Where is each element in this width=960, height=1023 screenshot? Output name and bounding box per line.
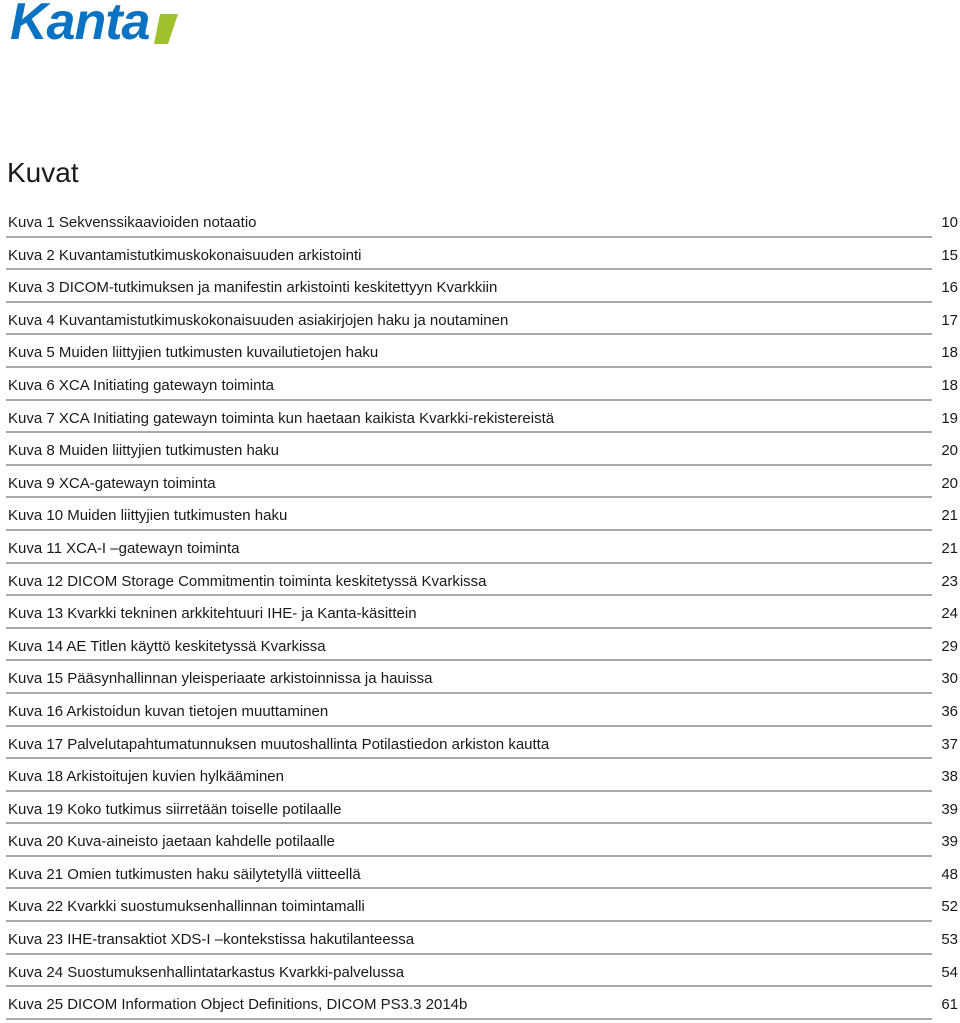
kanta-logo	[6, 0, 186, 50]
toc-entry-divider	[6, 399, 932, 401]
toc-entry-label[interactable]: Kuva 23 IHE-transaktiot XDS-I –kontekstissa hakutilanteessa	[8, 931, 415, 949]
toc-entry-label[interactable]: Kuva 7 XCA Initiating gatewayn toiminta kun haetaan kaikista Kvarkki-rekistereistä	[8, 409, 555, 427]
toc-entry[interactable]	[0, 206, 960, 239]
toc-entry-divider	[6, 431, 932, 433]
toc-entry-page-number[interactable]: 15	[941, 246, 958, 264]
toc-entry[interactable]	[0, 402, 960, 435]
toc-entry-label[interactable]: Kuva 4 Kuvantamistutkimuskokonaisuuden asiakirjojen haku ja noutaminen	[8, 311, 509, 329]
toc-entry-divider	[6, 594, 932, 596]
toc-entry-divider	[6, 953, 932, 955]
toc-entry-page-number[interactable]: 10	[941, 214, 958, 231]
toc-entry-divider	[6, 301, 932, 303]
toc-entry-page-number[interactable]: 18	[941, 376, 958, 394]
toc-entry-page-number[interactable]: 21	[941, 539, 958, 557]
toc-entry-page-number[interactable]: 21	[941, 507, 958, 525]
toc-entry[interactable]	[0, 825, 960, 858]
toc-entry-divider	[6, 1018, 932, 1020]
toc-entry-divider	[6, 333, 932, 335]
toc-entry-page-number[interactable]: 23	[941, 572, 958, 590]
toc-entry-label[interactable]: Kuva 17 Palvelutapahtumatunnuksen muutoshallinta Potilastiedon arkiston kautta	[8, 735, 550, 753]
toc-entry-divider	[6, 659, 932, 661]
toc-entry[interactable]	[0, 956, 960, 989]
toc-entry-page-number[interactable]: 20	[941, 442, 958, 460]
toc-entry-page-number[interactable]: 54	[941, 963, 958, 981]
toc-entry-label[interactable]: Kuva 9 XCA-gatewayn toiminta	[8, 474, 216, 492]
toc-entry-page-number[interactable]: 24	[941, 605, 958, 623]
toc-entry[interactable]	[0, 760, 960, 793]
toc-entry[interactable]	[0, 858, 960, 891]
toc-entry[interactable]	[0, 336, 960, 369]
toc-entry-page-number[interactable]: 18	[941, 344, 958, 362]
table-of-figures	[0, 206, 960, 1021]
toc-entry[interactable]	[0, 467, 960, 500]
toc-entry-label[interactable]: Kuva 22 Kvarkki suostumuksenhallinnan toimintamalli	[8, 898, 365, 916]
toc-entry[interactable]	[0, 239, 960, 272]
toc-entry[interactable]	[0, 923, 960, 956]
toc-entry-divider	[6, 822, 932, 824]
toc-entry[interactable]	[0, 499, 960, 532]
toc-entry-page-number[interactable]: 19	[941, 409, 958, 427]
toc-entry-label[interactable]: Kuva 12 DICOM Storage Commitmentin toiminta keskitetyssä Kvarkissa	[8, 572, 487, 590]
toc-entry[interactable]	[0, 532, 960, 565]
toc-entry-label[interactable]: Kuva 1 Sekvenssikaavioiden notaatio	[8, 214, 257, 231]
toc-entry-page-number[interactable]: 30	[941, 670, 958, 688]
toc-entry[interactable]	[0, 662, 960, 695]
toc-entry[interactable]	[0, 728, 960, 761]
toc-entry-label[interactable]: Kuva 14 AE Titlen käyttö keskitetyssä Kvarkissa	[8, 637, 326, 655]
toc-entry-divider	[6, 529, 932, 531]
toc-entry-label[interactable]: Kuva 25 DICOM Information Object Definitions, DICOM PS3.3 2014b	[8, 996, 468, 1014]
toc-entry[interactable]	[0, 890, 960, 923]
toc-entry[interactable]	[0, 988, 960, 1021]
toc-entry-page-number[interactable]: 37	[941, 735, 958, 753]
toc-entry[interactable]	[0, 271, 960, 304]
toc-entry-page-number[interactable]: 16	[941, 279, 958, 297]
toc-entry[interactable]	[0, 793, 960, 826]
toc-entry-page-number[interactable]: 39	[941, 833, 958, 851]
toc-entry-label[interactable]: Kuva 19 Koko tutkimus siirretään toiselle potilaalle	[8, 800, 342, 818]
toc-entry-label[interactable]: Kuva 13 Kvarkki tekninen arkkitehtuuri IHE- ja Kanta-käsittein	[8, 605, 417, 623]
toc-entry-page-number[interactable]: 20	[941, 474, 958, 492]
toc-entry-divider	[6, 757, 932, 759]
toc-entry-divider	[6, 920, 932, 922]
toc-entry-label[interactable]: Kuva 8 Muiden liittyjien tutkimusten haku	[8, 442, 279, 460]
toc-entry-page-number[interactable]: 52	[941, 898, 958, 916]
toc-entry-label[interactable]: Kuva 20 Kuva-aineisto jaetaan kahdelle potilaalle	[8, 833, 335, 851]
toc-entry[interactable]	[0, 565, 960, 598]
toc-entry-divider	[6, 692, 932, 694]
toc-entry-page-number[interactable]: 39	[941, 800, 958, 818]
toc-entry-page-number[interactable]: 48	[941, 865, 958, 883]
toc-entry-divider	[6, 627, 932, 629]
toc-entry-label[interactable]: Kuva 2 Kuvantamistutkimuskokonaisuuden arkistointi	[8, 246, 362, 264]
toc-entry[interactable]	[0, 630, 960, 663]
toc-entry-label[interactable]: Kuva 10 Muiden liittyjien tutkimusten haku	[8, 507, 288, 525]
toc-entry[interactable]	[0, 597, 960, 630]
toc-entry-label[interactable]: Kuva 5 Muiden liittyjien tutkimusten kuvailutietojen haku	[8, 344, 379, 362]
toc-entry-divider	[6, 268, 932, 270]
page-title: Kuvat	[7, 157, 79, 188]
toc-entry-page-number[interactable]: 17	[941, 311, 958, 329]
toc-entry-divider	[6, 562, 932, 564]
toc-entry-page-number[interactable]: 29	[941, 637, 958, 655]
toc-entry-divider	[6, 790, 932, 792]
toc-entry-label[interactable]: Kuva 11 XCA-I –gatewayn toiminta	[8, 539, 240, 557]
toc-entry-divider	[6, 366, 932, 368]
toc-entry-divider	[6, 855, 932, 857]
toc-entry-page-number[interactable]: 38	[941, 768, 958, 786]
toc-entry-label[interactable]: Kuva 21 Omien tutkimusten haku säilytetyllä viitteellä	[8, 865, 361, 883]
toc-entry-divider	[6, 985, 932, 987]
toc-entry-divider	[6, 464, 932, 466]
toc-entry-page-number[interactable]: 61	[941, 996, 958, 1014]
logo-accent-icon	[154, 10, 180, 44]
toc-entry-label[interactable]: Kuva 3 DICOM-tutkimuksen ja manifestin arkistointi keskitettyyn Kvarkkiin	[8, 279, 498, 297]
toc-entry-label[interactable]: Kuva 18 Arkistoitujen kuvien hylkääminen	[8, 768, 284, 786]
toc-entry-page-number[interactable]: 53	[941, 931, 958, 949]
logo-text: Kanta	[10, 0, 150, 51]
toc-entry-label[interactable]: Kuva 15 Pääsynhallinnan yleisperiaate arkistoinnissa ja hauissa	[8, 670, 433, 688]
toc-entry-label[interactable]: Kuva 24 Suostumuksenhallintatarkastus Kvarkki-palvelussa	[8, 963, 405, 981]
toc-entry-page-number[interactable]: 36	[941, 702, 958, 720]
toc-entry-label[interactable]: Kuva 16 Arkistoidun kuvan tietojen muuttaminen	[8, 702, 329, 720]
toc-entry-divider	[6, 496, 932, 498]
toc-entry[interactable]	[0, 695, 960, 728]
toc-entry-divider	[6, 236, 932, 238]
toc-entry[interactable]	[0, 434, 960, 467]
toc-entry-label[interactable]: Kuva 6 XCA Initiating gatewayn toiminta	[8, 376, 274, 394]
toc-entry[interactable]	[0, 304, 960, 337]
toc-entry-divider	[6, 725, 932, 727]
toc-entry-divider	[6, 887, 932, 889]
toc-entry[interactable]	[0, 369, 960, 402]
